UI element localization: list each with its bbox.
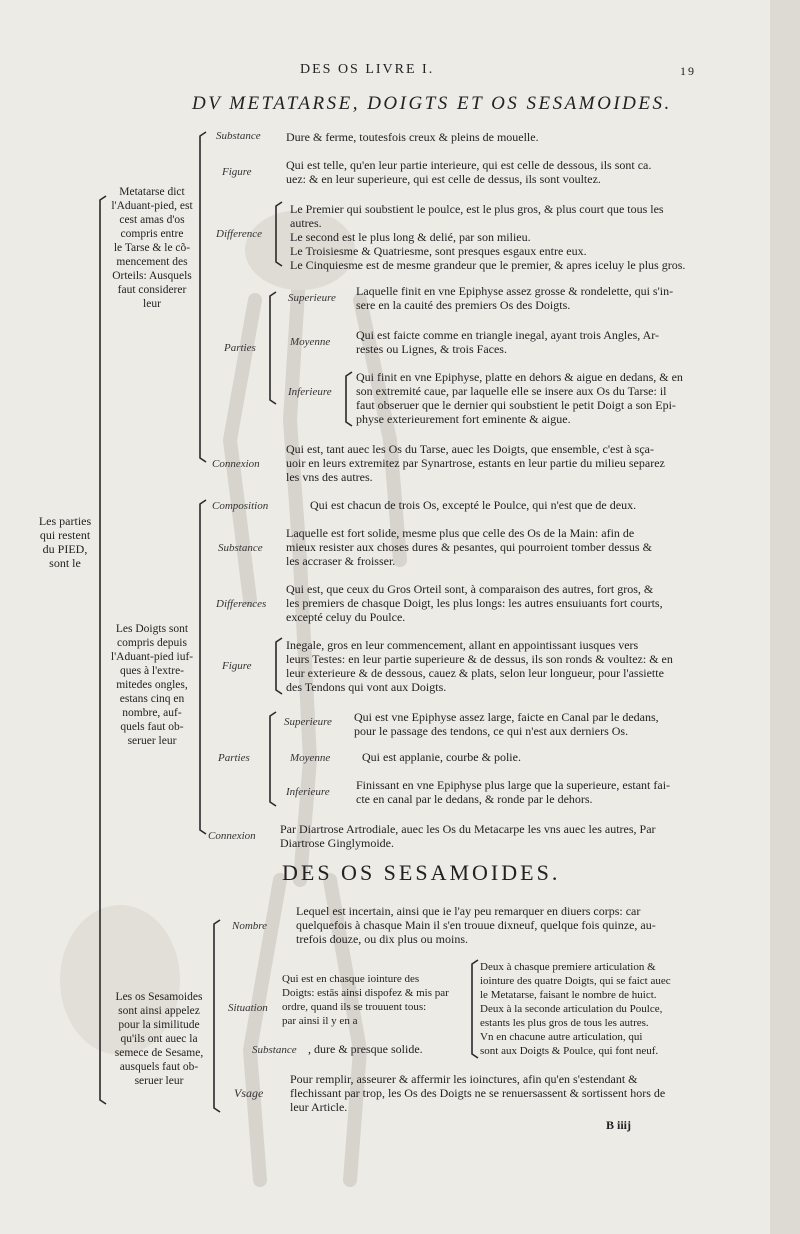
running-title: DES OS LIVRE I. <box>300 62 435 77</box>
page-title: DV METATARSE, DOIGTS ET OS SESAMOIDES. <box>192 93 672 114</box>
doigts-connexion-label: Connexion <box>208 830 256 842</box>
doigts-substance-text: Laquelle est fort solide, mesme plus que celle des Os de la Main: afin de mieux resister aux choses dures & pesantes, qui pourroient tomber dessus & les accraser & froisser. <box>286 526 652 568</box>
sesamoides-nombre-label: Nombre <box>232 920 268 932</box>
metatarse-connexion-text: Qui est, tant auec les Os du Tarse, auec les Doigts, que ensemble, c'est à sça- uoir en leurs extremitez par Synartrose, estants en leur partie du milieu separez les vns des autres. <box>286 442 665 484</box>
doigts-composition-label: Composition <box>212 500 269 512</box>
metatarse-inferieure-label: Inferieure <box>288 386 332 398</box>
doigts-inferieure-label: Inferieure <box>286 786 330 798</box>
doigts-superieure-text: Qui est vne Epiphyse assez large, faicte en Canal par le dedans, pour le passage des tendons, ce qui n'est aux derniers Os. <box>354 710 659 738</box>
root-label: Les parties qui restent du PIED, sont le <box>38 514 92 570</box>
doigts-intro: Les Doigts sont compris depuis l'Aduant-pied iuf- ques à l'extre- mitedes ongles, estans cinq en nombre, auf- quels faut ob- seruer leur <box>110 623 194 747</box>
metatarse-substance-text: Dure & ferme, toutesfois creux & pleins de mouelle. <box>286 130 539 144</box>
metatarse-figure-text: Qui est telle, qu'en leur partie interieure, qui est celle de dessous, ils sont ca. uez: & en leur superieure, qui est celle de dessus, ils sont voultez. <box>286 158 652 186</box>
doigts-differences-text: Qui est, que ceux du Gros Orteil sont, à comparaison des autres, fort gros, & les premiers de chasque Doigt, les plus longs: les autres ensuiuants fort courts, excepté celuy du Poulce. <box>286 582 663 624</box>
doigts-substance-label: Substance <box>218 542 263 554</box>
sesamoides-substance-text: , dure & presque solide. <box>308 1042 423 1056</box>
metatarse-difference-label: Difference <box>216 228 263 240</box>
doigts-differences-label: Differences <box>216 598 267 610</box>
doigts-composition-text: Qui est chacun de trois Os, excepté le Poulce, qui n'est que de deux. <box>310 498 637 512</box>
doigts-moyenne-text: Qui est applanie, courbe & polie. <box>362 750 521 764</box>
sesamoides-situation-left: Qui est en chasque iointure des Doigts: estās ainsi dispofez & mis par ordre, quand ils se trouuent tous: par ainsi il y en a <box>282 973 449 1027</box>
sesamoides-situation-right: Deux à chasque premiere articulation & iointure des quatre Doigts, qui se faict auec le Metatarse, faisant le nombre de huict. Deux à la seconde articulation du Poulce, estants les plus gros de tous les autres. Vn en chacune autre articulation, qui sont aux Doigts & Poulce, qui font neuf. <box>480 961 671 1057</box>
doigts-superieure-label: Superieure <box>284 716 332 728</box>
metatarse-superieure-label: Superieure <box>288 292 336 304</box>
sesamoides-substance-label: Substance <box>252 1044 297 1056</box>
sesamoides-situation-label: Situation <box>228 1002 268 1014</box>
metatarse-difference-text: Le Premier qui soubstient le poulce, est le plus gros, & plus court que tous les autres. Le second est le plus long & delié, par son milieu. Le Troisiesme & Quatriesme, sont presques esgaux entre eux. Le Cinquiesme est de mesme grandeur que le premier, & apres iceluy le plus gros. <box>290 202 686 272</box>
metatarse-moyenne-label: Moyenne <box>290 336 331 348</box>
metatarse-connexion-label: Connexion <box>212 458 260 470</box>
doigts-moyenne-label: Moyenne <box>290 752 331 764</box>
doigts-inferieure-text: Finissant en vne Epiphyse plus large que la superieure, estant fai- cte en canal par le dedans, & ronde par le dehors. <box>356 778 671 806</box>
metatarse-moyenne-text: Qui est faicte comme en triangle inegal, ayant trois Angles, Ar- restes ou Lignes, & trois Faces. <box>356 328 659 356</box>
metatarse-parties-label: Parties <box>224 342 256 354</box>
metatarse-inferieure-text: Qui finit en vne Epiphyse, platte en dehors & aigue en dedans, & en son extremité caue, par laquelle elle se insere aux Os du Tarse: il faut obseruer que le dernier qui soubstient le petit Doigt a son Epi- physe exterieurement fort eminente & aigue. <box>356 370 683 426</box>
doigts-figure-label: Figure <box>222 660 252 672</box>
metatarse-substance-label: Substance <box>216 130 261 142</box>
metatarse-figure-label: Figure <box>222 166 252 178</box>
doigts-parties-label: Parties <box>218 752 250 764</box>
metatarse-superieure-text: Laquelle finit en vne Epiphyse assez grosse & rondelette, qui s'in- sere en la cauité des premiers Os des Doigts. <box>356 284 674 312</box>
sesamoides-nombre-text: Lequel est incertain, ainsi que ie l'ay peu remarquer en diuers corps: car quelquefois à chasque Main il s'en trouue dixneuf, quelque fois quinze, au- trefois douze, ou dix plus ou moins. <box>296 904 656 946</box>
sesamoides-vsage-label: Vsage <box>234 1086 264 1100</box>
doigts-figure-text: Inegale, gros en leur commencement, allant en appointissant iusques vers leurs Testes: en leur partie superieure & de dessus, ils son ronds & voultez: & en leur exterieure & de dessous, cauez & plats, selon leur longueur, pour l'assiette des Tendons qui vont aux Doigts. <box>286 638 673 694</box>
sesamoides-heading: DES OS SESAMOIDES. <box>282 860 561 885</box>
sesamoides-intro: Les os Sesamoides sont ainsi appelez pour la similitude qu'ils ont auec la semece de Sesame, ausquels faut ob- seruer leur <box>114 991 204 1087</box>
signature-mark: B iiij <box>606 1118 632 1132</box>
page-number: 19 <box>680 64 696 78</box>
metatarse-intro: Metatarse dict l'Aduant-pied, est cest amas d'os compris entre le Tarse & le cõ- mencement des Orteils: Ausquels faut considerer leur <box>111 186 193 310</box>
sesamoides-vsage-text: Pour remplir, asseurer & affermir les ioinctures, afin qu'en s'estendant & flechissant par trop, les Os des Doigts ne se renuersassent & sortissent hors de leur Article. <box>290 1072 666 1114</box>
doigts-connexion-text: Par Diartrose Artrodiale, auec les Os du Metacarpe les vns auec les autres, Par Diartrose Ginglymoide. <box>280 822 656 850</box>
